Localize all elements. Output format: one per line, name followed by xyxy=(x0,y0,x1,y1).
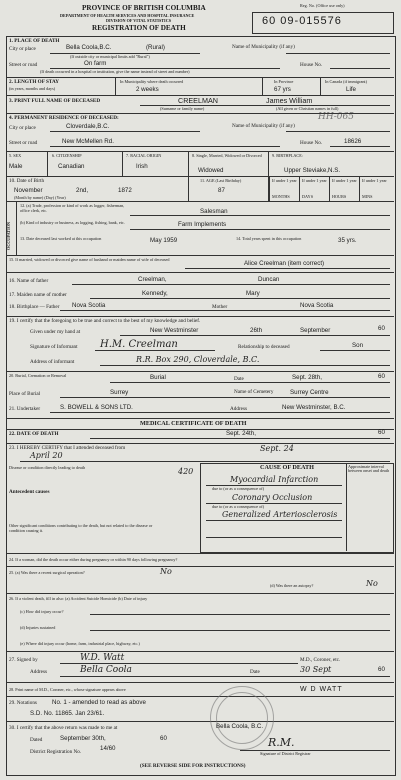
deceased-file-no: HH-065 xyxy=(318,112,354,122)
place-hospital-note: (If death occurred in a hospital or institution, give the name instead of street and number) xyxy=(40,69,190,74)
residence-city-label: City or place xyxy=(9,125,36,131)
place-street-label: Street or road xyxy=(9,62,38,68)
place-muni-label: Name of Municipality (if any) xyxy=(232,44,295,50)
signed-md-label: M.D., Coroner, etc. xyxy=(300,657,341,663)
industry-label: (b) Kind of industry or business, as logging, fishing, bank, etc. xyxy=(20,220,125,225)
signed-label: 27. Signed by xyxy=(9,657,38,663)
residence-house-label: House No. xyxy=(300,140,323,146)
age-col-note: If under 1 year xyxy=(332,178,357,183)
registrar-certify-label: 30. I certify that the above return was made to me at xyxy=(9,725,118,731)
autopsy-value: No xyxy=(366,579,378,588)
burial-type: Burial xyxy=(150,374,166,381)
stay-muni-label: In Municipality where death occurred xyxy=(120,79,184,84)
place-city-note: (If outside city or municipal limits add "Rural") xyxy=(70,54,150,59)
age-col-divider xyxy=(269,176,270,201)
dob-note: (Month by name) (Day) (Year) xyxy=(14,195,66,200)
age-col-note: If under 1 year xyxy=(362,178,387,183)
medical-date-label: Date xyxy=(250,669,260,675)
registrar-signature: R.M. xyxy=(268,736,295,749)
age-col-note: If under 1 year xyxy=(272,178,297,183)
residence-street-value: New McMellen Rd. xyxy=(62,138,114,145)
pregnancy-label: 24. If a woman, did the death occur either during pregnancy or within 90 days following pregnancy? xyxy=(9,557,178,562)
informant-month: September xyxy=(300,327,331,334)
form-title: REGISTRATION OF DEATH xyxy=(92,24,186,32)
death-year: 60 xyxy=(378,429,385,436)
registrar-sig-label: Signature of District Registrar xyxy=(260,751,311,756)
undertaker-value: S. BOWELL & SONS LTD. xyxy=(60,404,133,411)
birthplace-label: 9. BIRTHPLACE: xyxy=(272,153,303,158)
notations-sd: S.D. No. 11865. Jan 23/61. xyxy=(30,710,105,717)
division-title: DIVISION OF VITAL STATISTICS xyxy=(106,18,172,23)
years-label: 14. Total years spent in this occupation xyxy=(236,236,302,241)
age-col-months: MONTHS xyxy=(272,194,290,199)
mother-label: 17. Maiden name of mother xyxy=(9,292,67,298)
status-value: Widowed xyxy=(198,167,224,174)
age-col-note: If under 1 year xyxy=(302,178,327,183)
injuries-label: (d) Injuries sustained xyxy=(20,625,56,630)
deceased-given: James William xyxy=(266,96,313,105)
stay-sub: (in years, months and days) xyxy=(9,86,56,91)
medical-date-year: 60 xyxy=(378,666,385,673)
attend-from: April 20 xyxy=(30,451,63,460)
racial-value: Irish xyxy=(136,163,148,170)
undertaker-addr-label: Address xyxy=(230,406,248,412)
dob-year: 1872 xyxy=(118,187,132,194)
informant-place: New Westminster xyxy=(150,327,199,334)
print-name-value: W D WATT xyxy=(300,686,343,693)
reg-no-value: 60 09-015576 xyxy=(262,15,342,27)
birthplace-father-label: 18. Birthplace — Father xyxy=(9,304,60,310)
province-title: PROVINCE OF BRITISH COLUMBIA xyxy=(82,4,206,12)
trade-value: Salesman xyxy=(200,208,228,215)
stay-canada-label: In Canada (if immigrant) xyxy=(325,79,367,84)
residence-street-label: Street or road xyxy=(9,140,38,146)
other-conditions-label: Other significant conditions contributing to the death, but not related to the disease or condition causing it. xyxy=(9,523,153,533)
burial-cemetery: Surrey Centre xyxy=(290,389,329,396)
operation-value: No xyxy=(160,567,172,576)
medical-addr-label: Address xyxy=(30,669,48,675)
place-rural-value: (Rural) xyxy=(146,44,165,51)
years-value: 35 yrs. xyxy=(338,237,357,244)
death-date: Sept. 24th, xyxy=(226,430,256,437)
birthplace-value: Upper Steviake,N.S. xyxy=(284,167,341,174)
deceased-surname-note: (Surname or family name) xyxy=(160,106,205,111)
dob-label: 10. Date of Birth xyxy=(9,178,45,184)
burial-cem-label: Name of Cemetery xyxy=(234,389,274,395)
age-col-days: DAYS xyxy=(302,194,314,199)
footer-instructions: (SEE REVERSE SIDE FOR INSTRUCTIONS) xyxy=(140,763,246,769)
spouse-value: Alice Creelman (item correct) xyxy=(244,260,325,267)
place-city-value: Bella Coola,B.C. xyxy=(66,44,112,51)
residence-muni-label: Name of Municipality (if any) xyxy=(232,123,295,129)
retired-label: 13. Date deceased last worked at this occupation xyxy=(20,236,102,241)
informant-sig-label: Signature of Informant xyxy=(30,344,78,350)
reg-no-label: Reg. No. (Office use only) xyxy=(300,3,345,8)
cause-c: Generalized Arteriosclerosis xyxy=(222,510,338,519)
birthplace-father-value: Nova Scotia xyxy=(72,302,106,309)
notations-value: No. 1 - amended to read as above xyxy=(52,699,146,706)
status-label: 8. Single, Married, Widowed or Divorced xyxy=(192,153,262,158)
racial-label: 7. RACIAL ORIGIN xyxy=(126,153,162,158)
sex-label: 5. SEX xyxy=(9,153,22,158)
birthplace-mother-label: Mother xyxy=(212,304,228,310)
informant-certify: 19. I certify that the foregoing to be true and correct to the best of my knowledge and belief. xyxy=(9,318,201,324)
retired-value: May 1959 xyxy=(150,237,178,244)
attend-label: 23. I HEREBY CERTIFY that I attended deceased from xyxy=(9,445,126,451)
trade-label: 12. (a) Trade, profession or kind of work as logger, fisherman, office clerk, etc. xyxy=(20,203,125,213)
informant-given-label: Given under my hand at xyxy=(30,329,81,335)
father-label: 16. Name of father xyxy=(9,278,49,284)
cause-code: 420 xyxy=(178,467,194,476)
stay-prov-label: In Province xyxy=(274,79,294,84)
registrar-dated: September 30th, xyxy=(60,735,106,742)
informant-year: 60 xyxy=(378,325,385,332)
place-of-death-heading: 1. PLACE OF DEATH xyxy=(9,38,60,44)
age-value: 87 xyxy=(218,187,225,194)
birthplace-mother-value: Nova Scotia xyxy=(300,302,334,309)
medical-heading: MEDICAL CERTIFICATE OF DEATH xyxy=(140,420,247,427)
medical-addr: Bella Coola xyxy=(80,665,132,675)
burial-label: 20. Burial, Cremation or Removal xyxy=(9,373,67,378)
dob-month: November xyxy=(14,187,43,194)
stay-muni-value: 2 weeks xyxy=(136,86,159,93)
father-surname: Creelman, xyxy=(138,276,167,283)
operation-label: 25. (a) Was there a recent surgical operation? xyxy=(9,570,85,575)
violent-label: 26. If a violent death, fill in also: (a) Accident Suicide Homicide (b) Date of injury xyxy=(9,596,148,601)
age-col-mins: MINS xyxy=(362,194,373,199)
undertaker-label: 21. Undertaker xyxy=(9,406,41,412)
print-name-label: 28. Print name of M.D., Coroner, etc., whose signature appears above xyxy=(9,687,126,692)
citizenship-value: Canadian xyxy=(58,163,85,170)
medical-date: 30 Sept xyxy=(300,665,332,674)
age-col-hours: HOURS xyxy=(332,194,347,199)
place-street-value: On farm xyxy=(84,60,107,67)
informant-signature: H.M. Creelman xyxy=(100,339,178,350)
mother-surname: Kennedy, xyxy=(142,290,168,297)
cause-heading: CAUSE OF DEATH xyxy=(260,464,314,471)
registrar-dated-label: Dated xyxy=(30,737,43,743)
registrar-year: 60 xyxy=(160,735,167,742)
cause-due-b: due to (or as a consequence of) xyxy=(212,504,265,509)
cause-due-a: due to (or as a consequence of) xyxy=(212,486,265,491)
attend-to: Sept. 24 xyxy=(260,444,294,453)
burial-year: 60 xyxy=(378,373,385,380)
antecedent-label: Antecedent causes xyxy=(9,489,50,495)
burial-date: Sept. 28th, xyxy=(292,374,322,381)
registrar-seal-inner xyxy=(216,692,268,744)
immediate-cause-label: Disease or condition directly leading to death xyxy=(9,465,86,470)
place-city-label: City or place xyxy=(9,46,36,52)
stay-heading: 2. LENGTH OF STAY xyxy=(9,79,59,85)
department-title: DEPARTMENT OF HEALTH SERVICES AND HOSPITAL INSURANCE xyxy=(60,13,195,18)
cause-b: Coronary Occlusion xyxy=(232,493,313,502)
sex-value: Male xyxy=(9,163,23,170)
father-given: Duncan xyxy=(258,276,280,283)
how-label: (c) How did injury occur? xyxy=(20,609,64,614)
stay-canada-value: Life xyxy=(346,86,356,93)
autopsy-label: (d) Was there an autopsy? xyxy=(270,583,314,588)
age-col-divider xyxy=(359,176,360,201)
age-col-divider xyxy=(329,176,330,201)
burial-place-label: Place of Burial xyxy=(9,391,41,397)
occupation-side-label: OCCUPATION xyxy=(6,222,11,250)
interval-label: Approximate interval between onset and death xyxy=(348,464,390,474)
informant-addr-label: Address of informant xyxy=(30,359,75,365)
undertaker-addr: New Westminster, B.C. xyxy=(282,404,346,411)
informant-addr-value: R.R. Box 290, Cloverdale, B.C. xyxy=(136,355,260,364)
death-date-label: 22. DATE OF DEATH xyxy=(9,431,59,437)
age-col-divider xyxy=(299,176,300,201)
mother-given: Mary xyxy=(246,290,260,297)
residence-city-value: Cloverdale,B.C. xyxy=(66,123,110,130)
spouse-label: 15. If married, widowed or divorced give name of husband or maiden name of wife of deceased xyxy=(9,257,170,262)
burial-place: Surrey xyxy=(110,389,129,396)
burial-date-label: Date xyxy=(234,376,244,382)
informant-day: 26th xyxy=(250,327,263,334)
residence-heading: 4. PERMANENT RESIDENCE OF DECEASED: xyxy=(9,115,119,121)
notations-label: 29. Notations xyxy=(9,700,37,706)
district-value: 14/60 xyxy=(100,745,116,752)
cause-a: Myocardial Infarction xyxy=(230,475,319,484)
signed-value: W.D. Watt xyxy=(80,653,125,663)
district-label: District Registration No. xyxy=(30,749,82,755)
dob-day: 2nd, xyxy=(76,187,89,194)
industry-value: Farm Implements xyxy=(178,221,227,228)
deceased-given-note: (All given or Christian names in full) xyxy=(276,106,339,111)
registrar-place: Bella Coola, B.C. xyxy=(216,723,264,730)
age-label: 11. AGE (Last Birthday) xyxy=(200,178,242,183)
where-label: (e) Where did injury occur (home, farm, industrial place, highway, etc.) xyxy=(20,641,140,646)
informant-rel-value: Son xyxy=(352,342,364,349)
deceased-heading: 3. PRINT FULL NAME OF DECEASED xyxy=(9,98,101,104)
citizenship-label: 6. CITIZENSHIP xyxy=(52,153,82,158)
stay-prov-value: 67 yrs xyxy=(274,86,291,93)
deceased-surname: CREELMAN xyxy=(178,96,218,105)
place-house-label: House No. xyxy=(300,62,323,68)
informant-rel-label: Relationship to deceased xyxy=(238,344,290,350)
residence-house-value: 18626 xyxy=(344,138,362,145)
